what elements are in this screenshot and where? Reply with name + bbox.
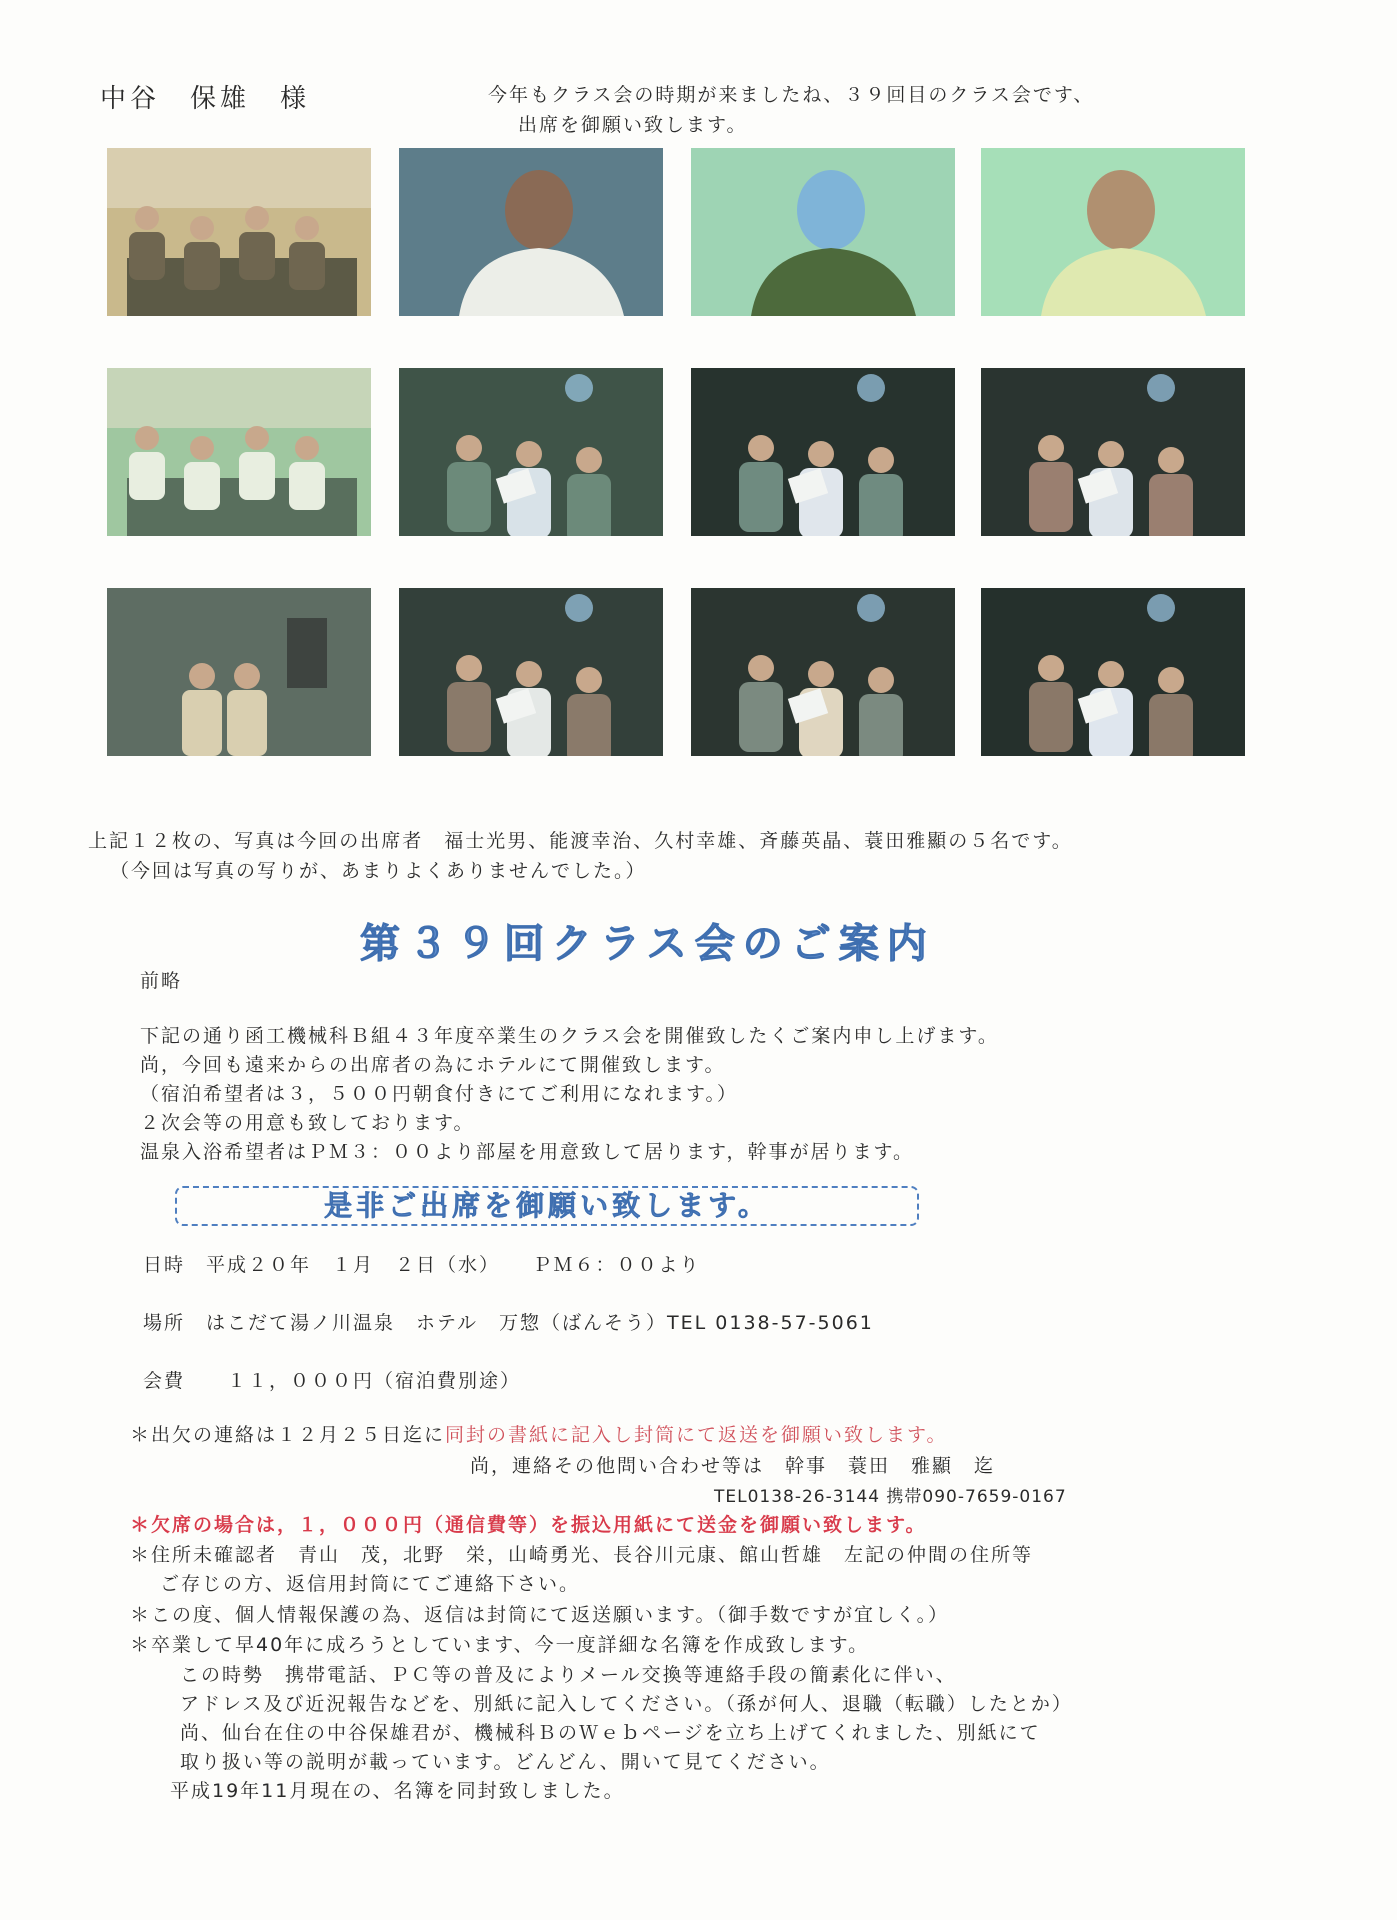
photo-5: [107, 368, 371, 536]
event-fee: 会費 １１，０００円（宿泊費別途）: [143, 1370, 522, 1392]
recipient-name: 中谷 保雄 様: [100, 84, 311, 114]
roster-note-line2: この時勢 携帯電話、ＰＣ等の普及によりメール交換等連絡手段の簡素化に伴い、: [180, 1664, 957, 1686]
body-line: ２次会等の用意も致しております。: [140, 1112, 475, 1134]
rsvp-note-prefix: ＊出欠の連絡は１２月２５日迄に: [130, 1424, 446, 1446]
page-title: 第３９回クラス会のご案内: [360, 921, 935, 967]
photo-3: [691, 148, 955, 316]
photo-7: [691, 368, 955, 536]
photo-1: [107, 148, 371, 316]
contact-line: 尚，連絡その他問い合わせ等は 幹事 蓑田 雅顯 迄: [470, 1455, 996, 1477]
rsvp-note-highlight: 同封の書紙に記入し封筒にて返送を御願い致します。: [445, 1424, 948, 1446]
photo-caption-line2: （今回は写真の写りが、あまりよくありませんでした。）: [110, 860, 647, 882]
event-datetime: 日時 平成２０年 １月 ２日（水） ＰＭ６：００より: [143, 1254, 701, 1276]
header-message-line1: 今年もクラス会の時期が来ましたね、３９回目のクラス会です、: [488, 84, 1095, 106]
photo-6: [399, 368, 663, 536]
unconfirmed-note-line2: ご存じの方、返信用封筒にてご連絡下さい。: [160, 1573, 581, 1595]
photo-8: [981, 368, 1245, 536]
photo-10: [399, 588, 663, 756]
body-line: 温泉入浴希望者はＰＭ３：００より部屋を用意致して居ります，幹事が居ります。: [140, 1141, 914, 1163]
photo-9: [107, 588, 371, 756]
roster-note-line5: 取り扱い等の説明が載っています。どんどん、開いて見てください。: [180, 1751, 831, 1773]
photo-caption: [88, 826, 1073, 886]
rsvp-note: [130, 1420, 948, 1447]
contact-phone: TEL0138-26-3144 携帯090-7659-0167: [714, 1487, 1067, 1507]
header-message-line2: 出席を御願い致します。: [518, 114, 748, 136]
greeting: 前略: [140, 970, 183, 992]
roster-note-line6: 平成19年11月現在の、名簿を同封致しました。: [170, 1780, 625, 1802]
roster-note-line4: 尚、仙台在住の中谷保雄君が、機械科ＢのＷｅｂページを立ち上げてくれました、別紙にて: [180, 1722, 1041, 1744]
photo-11: [691, 588, 955, 756]
body-text: [140, 1022, 999, 1167]
body-line: 尚，今回も遠来からの出席者の為にホテルにて開催致します。: [140, 1054, 726, 1076]
attendance-banner: 是非ご出席を御願い致します。: [175, 1186, 919, 1226]
photo-12: [981, 588, 1245, 756]
roster-note-line3: アドレス及び近況報告などを、別紙に記入してください。（孫が何人、退職（転職）したとか）: [180, 1693, 1073, 1715]
photo-4: [981, 148, 1245, 316]
body-line: （宿泊希望者は３，５００円朝食付きにてご利用になれます。）: [140, 1083, 738, 1105]
photo-caption-line1: 上記１２枚の、写真は今回の出席者 福士光男、能渡幸治、久村幸雄、斉藤英晶、蓑田雅顯の５名です。: [88, 830, 1073, 852]
header-message: [488, 80, 1094, 140]
event-place: 場所 はこだて湯ノ川温泉 ホテル 万惣（ばんそう）TEL 0138-57-5061: [143, 1312, 874, 1334]
unconfirmed-note-line1: ＊住所未確認者 青山 茂，北野 栄，山崎勇光、長谷川元康、館山哲雄 左記の仲間の住所等: [130, 1544, 1034, 1566]
body-line: 下記の通り函工機械科Ｂ組４３年度卒業生のクラス会を開催致したくご案内申し上げます。: [140, 1025, 999, 1047]
absence-note: ＊欠席の場合は，１，０００円（通信費等）を振込用紙にて送金を御願い致します。: [130, 1514, 927, 1536]
photo-2: [399, 148, 663, 316]
roster-note-line1: ＊卒業して早40年に成ろうとしています、今一度詳細な名簿を作成致します。: [130, 1634, 870, 1656]
privacy-note: ＊この度、個人情報保護の為、返信は封筒にて返送願います。（御手数ですが宜しく。）: [130, 1604, 950, 1626]
